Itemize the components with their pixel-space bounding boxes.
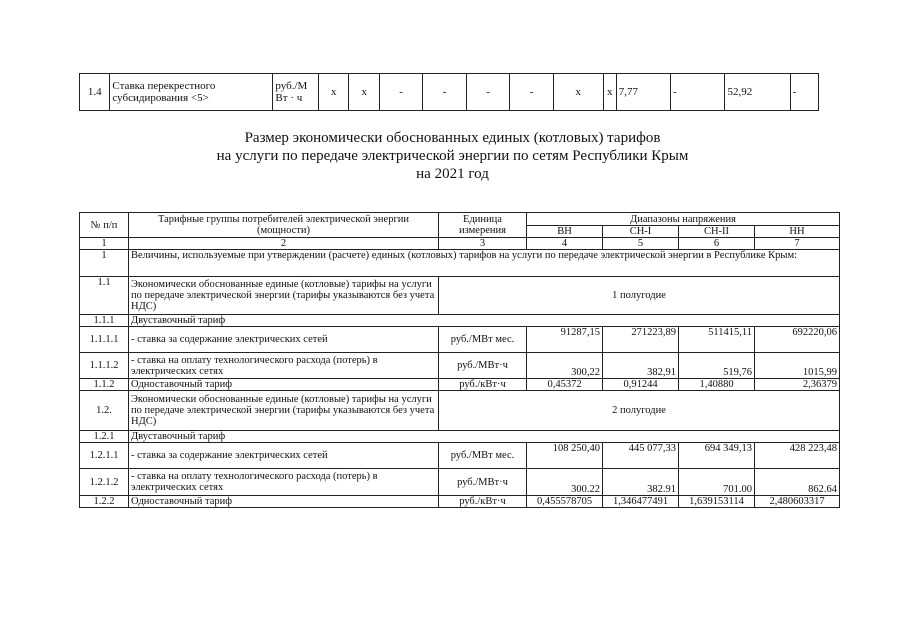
- value-sn1: 1,346477491: [603, 496, 679, 508]
- column-index: 1: [80, 238, 129, 250]
- value-vn: 0,45372: [527, 379, 603, 391]
- value-nn: 1015,99: [755, 353, 840, 379]
- value-sn2: 1,639153114: [679, 496, 755, 508]
- table-row: [80, 379, 840, 391]
- col-header-unit: Единица измерения: [439, 213, 527, 238]
- col-header-vn: ВН: [527, 226, 603, 238]
- row-unit: руб./М Вт · ч: [273, 74, 319, 111]
- value-nn: 2,480603317: [755, 496, 840, 508]
- row-number: 1.2.: [80, 391, 129, 431]
- value-nn: 428 223,48: [755, 443, 840, 469]
- table-row: [80, 391, 840, 431]
- value-vn: 91287,15: [527, 327, 603, 353]
- value-vn: 0,455578705: [527, 496, 603, 508]
- value-sn1: 0,91244: [603, 379, 679, 391]
- table-row: [80, 327, 840, 353]
- table-cell: -: [423, 74, 466, 111]
- table-cell: х: [553, 74, 603, 111]
- value-sn2: 519,76: [679, 353, 755, 379]
- row-label: Одноставочный тариф: [129, 496, 439, 508]
- document-title: [0, 129, 905, 183]
- table-row: [80, 431, 840, 443]
- row-number: 1.4: [80, 74, 110, 111]
- table-row: [80, 353, 840, 379]
- table-cell: 52,92: [725, 74, 790, 111]
- row-number: 1.1.2: [80, 379, 129, 391]
- value-sn2: 511415,11: [679, 327, 755, 353]
- column-index: 2: [129, 238, 439, 250]
- row-number: 1.2.1: [80, 431, 129, 443]
- table-row: [80, 315, 840, 327]
- row-label: - ставка за содержание электрических сетей: [129, 443, 439, 469]
- value-nn: 692220,06: [755, 327, 840, 353]
- value-nn: 2,36379: [755, 379, 840, 391]
- col-header-nn: НН: [755, 226, 840, 238]
- period-label: 1 полугодие: [439, 277, 840, 315]
- row-label: Двуставочный тариф: [129, 431, 840, 443]
- row-unit: руб./кВт·ч: [439, 379, 527, 391]
- table-cell: х: [349, 74, 379, 111]
- row-number: 1.1.1: [80, 315, 129, 327]
- column-index-row: [80, 238, 840, 250]
- row-label: Величины, используемые при утверждении (расчете) единых (котловых) тарифов на услуги по передаче электрической энергии в Республике Крым:: [129, 250, 840, 277]
- value-vn: 300.22: [527, 469, 603, 496]
- value-sn2: 694 349,13: [679, 443, 755, 469]
- row-label: Ставка перекрестного субсидирования <5>: [110, 74, 273, 111]
- table-cell: -: [510, 74, 553, 111]
- row-number: 1.1: [80, 277, 129, 315]
- row-unit: руб./кВт·ч: [439, 496, 527, 508]
- row-number: 1.2.1.1: [80, 443, 129, 469]
- table-cell: х: [603, 74, 616, 111]
- column-index: 5: [603, 238, 679, 250]
- value-sn2: 1,40880: [679, 379, 755, 391]
- table-row: [80, 74, 819, 111]
- value-vn: 300,22: [527, 353, 603, 379]
- title-line: на услуги по передаче электрической энергии по сетям Республики Крым: [216, 148, 689, 164]
- value-sn2: 701.00: [679, 469, 755, 496]
- column-index: 7: [755, 238, 840, 250]
- row-label: - ставка на оплату технологического расхода (потерь) в электрических сетях: [129, 353, 439, 379]
- row-label: Экономически обоснованные единые (котловые) тарифы на услуги по передаче электрической энергии (тарифы указываются без учета НДС): [129, 391, 439, 431]
- table-header-row: [80, 213, 840, 226]
- row-number: 1.1.1.2: [80, 353, 129, 379]
- column-index: 3: [439, 238, 527, 250]
- title-line: на 2021 год: [416, 166, 489, 182]
- column-index: 4: [527, 238, 603, 250]
- col-header-num: № п/п: [80, 213, 129, 238]
- row-unit: руб./МВт мес.: [439, 443, 527, 469]
- row-label: Двуставочный тариф: [129, 315, 840, 327]
- column-index: 6: [679, 238, 755, 250]
- value-sn1: 382.91: [603, 469, 679, 496]
- row-unit: руб./МВт·ч: [439, 469, 527, 496]
- row-label: Одноставочный тариф: [129, 379, 439, 391]
- col-header-sn2: СН-II: [679, 226, 755, 238]
- table-cell: -: [671, 74, 725, 111]
- col-header-groups: Тарифные группы потребителей электрической энергии (мощности): [129, 213, 439, 238]
- row-label: Экономически обоснованные единые (котловые) тарифы на услуги по передаче электрической энергии (тарифы указываются без учета НДС): [129, 277, 439, 315]
- table-row: [80, 443, 840, 469]
- tariff-table: [79, 212, 840, 508]
- value-vn: 108 250,40: [527, 443, 603, 469]
- table-cell: -: [790, 74, 818, 111]
- table-row: [80, 277, 840, 315]
- row-unit: руб./МВт·ч: [439, 353, 527, 379]
- value-sn1: 271223,89: [603, 327, 679, 353]
- row-unit: руб./МВт мес.: [439, 327, 527, 353]
- col-header-ranges: Диапазоны напряжения: [527, 213, 840, 226]
- value-nn: 862.64: [755, 469, 840, 496]
- table-cell: -: [466, 74, 509, 111]
- title-line: Размер экономически обоснованных единых (котловых) тарифов: [244, 130, 661, 146]
- row-label: - ставка на оплату технологического расхода (потерь) в электрических сетях: [129, 469, 439, 496]
- table-cell: 7,77: [616, 74, 670, 111]
- table-row: [80, 250, 840, 277]
- table-row: [80, 496, 840, 508]
- row-number: 1.2.2: [80, 496, 129, 508]
- row-number: 1.1.1.1: [80, 327, 129, 353]
- subsidy-rate-table: [79, 73, 819, 111]
- table-cell: -: [379, 74, 422, 111]
- value-sn1: 445 077,33: [603, 443, 679, 469]
- period-label: 2 полугодие: [439, 391, 840, 431]
- col-header-sn1: СН-I: [603, 226, 679, 238]
- value-sn1: 382,91: [603, 353, 679, 379]
- row-number: 1.2.1.2: [80, 469, 129, 496]
- table-cell: х: [319, 74, 349, 111]
- row-number: 1: [80, 250, 129, 277]
- table-row: [80, 469, 840, 496]
- row-label: - ставка за содержание электрических сетей: [129, 327, 439, 353]
